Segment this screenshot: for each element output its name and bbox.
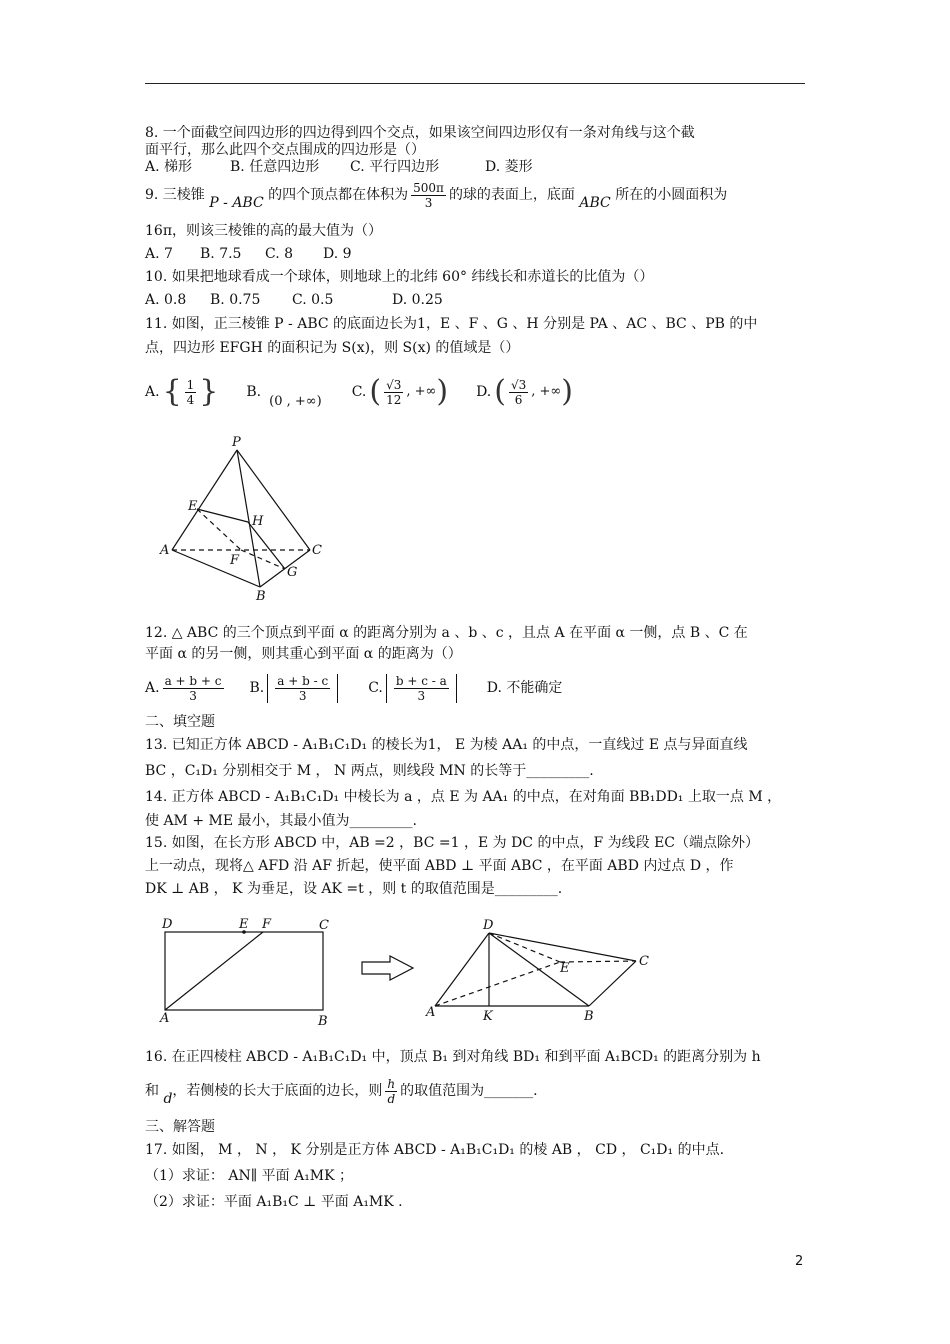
fig1-label-d: D: [162, 917, 173, 932]
q9-frac-num: 500π: [413, 180, 444, 195]
fig2-label-a: A: [426, 1005, 436, 1020]
q9-line2: 16π，则该三棱锥的高的最大值为（）: [145, 223, 383, 239]
q15-line2: 上一动点，现将△ AFD 沿 AF 折起，使平面 ABD ⊥ 平面 ABC ，在平面 ABD 内过点 D ，作: [145, 858, 734, 874]
fig1-label-e: E: [239, 917, 249, 932]
fig2-label-k: K: [483, 1009, 493, 1024]
q8-option-d: D. 菱形: [485, 159, 533, 175]
q11-option-a-den: 4: [186, 392, 195, 407]
q17-line3: （2）求证：平面 A₁B₁C ⊥ 平面 A₁MK .: [145, 1194, 403, 1210]
q8-line1: 8. 一个面截空间四边形的四边得到四个交点，如果该空间四边形仅有一条对角线与这个截: [145, 125, 695, 141]
q12-line2: 平面 α 的另一侧，则其重心到平面 α 的距离为（）: [145, 646, 462, 662]
fold-edge-af-hidden: [435, 962, 560, 1006]
q10-option-b: B. 0.75: [210, 292, 261, 308]
q16-text-d: 的取值范围为_______.: [400, 1083, 538, 1099]
edge-pc: [237, 450, 310, 550]
segment-af: [165, 932, 263, 1010]
q9-options: [145, 245, 352, 263]
fold-edge-ec-hidden: [560, 961, 636, 962]
q12-option-a-num: a + b + c: [164, 673, 222, 688]
q16-frac-num: h: [387, 1076, 396, 1091]
q14-line2: 使 AM + ME 最小，其最小值为_________.: [145, 813, 417, 829]
q16-text-b: d: [163, 1091, 173, 1107]
q13-line2: BC ，C₁D₁ 分别相交于 M ， N 两点，则线段 MN 的长等于_________.: [145, 763, 594, 779]
fig1-label-b: B: [318, 1014, 328, 1029]
q13-line1: 13. 已知正方体 ABCD - A₁B₁C₁D₁ 的棱长为1， E 为棱 AA₁ 的中点，一直线过 E 点与异面直线: [145, 737, 748, 753]
q11-option-a-num: 1: [186, 377, 195, 392]
q17-line1: 17. 如图， M ， N ， K 分别是正方体 ABCD - A₁B₁C₁D₁ 的棱 AB ， CD ， C₁D₁ 的中点.: [145, 1142, 725, 1158]
q11-option-c-num: √3: [386, 377, 402, 392]
q11-option-a-label: A.: [145, 384, 160, 400]
q16-fraction: [385, 1077, 397, 1106]
label-g: G: [287, 565, 298, 580]
q12-line1: 12. △ ABC 的三个顶点到平面 α 的距离分别为 a 、b 、c ，且点 A 在平面 α 一侧，点 B 、C 在: [145, 625, 748, 641]
q12-option-b-num: a + b - c: [277, 673, 329, 688]
q8-line2: 面平行，那么此四个交点围成的四边形是（）: [145, 142, 425, 158]
q8-options: [145, 158, 533, 176]
q15-figures: [150, 912, 670, 1032]
q12-option-c-label: C.: [368, 680, 383, 696]
q11-option-d-tail: , +∞: [531, 384, 562, 399]
label-b: B: [256, 589, 266, 604]
q16-line2: [145, 1073, 538, 1109]
fig1-label-c: C: [319, 918, 329, 933]
q9-text-a: 9. 三棱锥: [145, 187, 205, 203]
fig2-label-e: E: [560, 961, 570, 976]
q10-option-c: C. 0.5: [292, 292, 334, 308]
q11-option-d: ( $\frac{√3}{6}$ , +∞ ): [494, 374, 573, 409]
q12-option-a: [163, 674, 224, 703]
q16-frac-den: d: [387, 1091, 396, 1106]
q12-option-b-den: 3: [298, 688, 307, 703]
fig1-label-a: A: [160, 1011, 170, 1026]
q12-option-c-den: 3: [417, 688, 426, 703]
q16-text-c: ，若侧棱的长大于底面的边长，则: [172, 1083, 383, 1099]
q8-option-a: A. 梯形: [145, 159, 193, 175]
q11-options: [145, 370, 576, 414]
fig2-label-c: C: [639, 954, 649, 969]
fig1-label-f: F: [262, 917, 272, 932]
q9-text-c: 的四个顶点都在体积为: [268, 187, 409, 203]
q11-pyramid-figure: [150, 430, 350, 605]
q11-option-d-label: D.: [476, 384, 492, 400]
q10-option-a: A. 0.8: [145, 292, 187, 308]
q12-option-b: [267, 674, 338, 703]
edge-ab: [172, 550, 260, 587]
q11-line2: 点，四边形 EFGH 的面积记为 S(x)，则 S(x) 的值域是（）: [145, 340, 520, 356]
q8-option-b: B. 任意四边形: [230, 159, 320, 175]
q11-option-c: ( $\frac{√3}{12}$ , +∞ ): [369, 374, 449, 409]
page-number: 2: [795, 1254, 804, 1269]
fold-edge-dc: [489, 933, 636, 961]
label-p: P: [232, 435, 241, 450]
q12-option-c: [386, 674, 457, 703]
q12-options: [145, 668, 562, 708]
q9-option-d: D. 9: [323, 246, 352, 262]
q17-line2: （1）求证： AN∥ 平面 A₁MK ；: [145, 1168, 354, 1184]
label-c: C: [312, 543, 322, 558]
q15-line1: 15. 如图，在长方形 ABCD 中，AB =2 ，BC =1 ，E 为 DC 的中点，F 为线段 EC（端点除外）: [145, 835, 759, 851]
q12-option-b-label: B.: [249, 680, 265, 696]
q11-option-c-tail: , +∞: [406, 384, 437, 399]
q11-option-c-den: 12: [386, 392, 402, 407]
q16-text-a: 和: [145, 1083, 159, 1099]
q15-line3: DK ⊥ AB ， K 为垂足，设 AK =t ，则 t 的取值范围是_________.: [145, 881, 563, 897]
q8-option-c: C. 平行四边形: [350, 159, 440, 175]
q11-option-b: (0 , +∞): [269, 394, 322, 409]
q9-text-f: 所在的小圆面积为: [615, 187, 728, 203]
fold-edge-ad: [435, 933, 489, 1006]
q10-options: [145, 291, 443, 309]
q11-option-c-label: C.: [351, 384, 367, 400]
q9-frac-den: 3: [424, 195, 433, 210]
label-e: E: [188, 499, 198, 514]
fig2-label-d: D: [483, 918, 494, 933]
q9-option-a: A. 7: [145, 246, 173, 262]
q12-option-c-num: b + c - a: [395, 673, 447, 688]
q9-text-e: ABC: [579, 195, 611, 211]
q12-option-d: D. 不能确定: [486, 680, 563, 696]
q9-text-d: 的球的表面上，底面: [448, 187, 575, 203]
fold-edge-bc: [589, 961, 636, 1006]
q9-fraction: [411, 181, 446, 210]
q11-option-d-num: √3: [510, 377, 527, 392]
header-rule: [145, 83, 805, 84]
label-f: F: [230, 553, 240, 568]
label-h: H: [252, 514, 264, 529]
q10-line1: 10. 如果把地球看成一个球体，则地球上的北纬 60° 纬线长和赤道长的比值为（）: [145, 269, 654, 285]
q12-option-a-den: 3: [189, 688, 197, 703]
q12-option-a-label: A.: [145, 680, 160, 696]
q11-option-d-den: 6: [514, 392, 523, 407]
q9-option-b: B. 7.5: [200, 246, 242, 262]
fold-edge-de-hidden: [489, 933, 560, 962]
arrow-icon: [362, 956, 413, 980]
segment-fg-hidden: [241, 550, 285, 569]
q9-text-b: P - ABC: [209, 195, 264, 211]
q11-line1: 11. 如图，正三棱锥 P - ABC 的底面边长为1，E 、F 、G 、H 分别是 PA 、AC 、BC 、PB 的中: [145, 316, 758, 332]
q16-line1: 16. 在正四棱柱 ABCD - A₁B₁C₁D₁ 中，顶点 B₁ 到对角线 BD₁ 和到平面 A₁BCD₁ 的距离分别为 h: [145, 1049, 761, 1065]
q10-option-d: D. 0.25: [392, 292, 443, 308]
q9-line1: [145, 180, 727, 210]
rectangle-abcd: [165, 932, 323, 1010]
q14-line1: 14. 正方体 ABCD - A₁B₁C₁D₁ 中棱长为 a ，点 E 为 AA₁ 的中点，在对角面 BB₁DD₁ 上取一点 M ，: [145, 789, 782, 805]
section-fill-in-heading: 二、填空题: [145, 714, 215, 730]
q9-option-c: C. 8: [265, 246, 294, 262]
q11-option-b-label: B.: [246, 384, 262, 400]
q11-option-a: { $\frac{1}{4}$ }: [162, 374, 219, 409]
fig2-label-b: B: [584, 1009, 594, 1024]
section-answer-heading: 三、解答题: [145, 1119, 215, 1135]
edge-pa: [172, 450, 237, 550]
label-a: A: [160, 543, 170, 558]
